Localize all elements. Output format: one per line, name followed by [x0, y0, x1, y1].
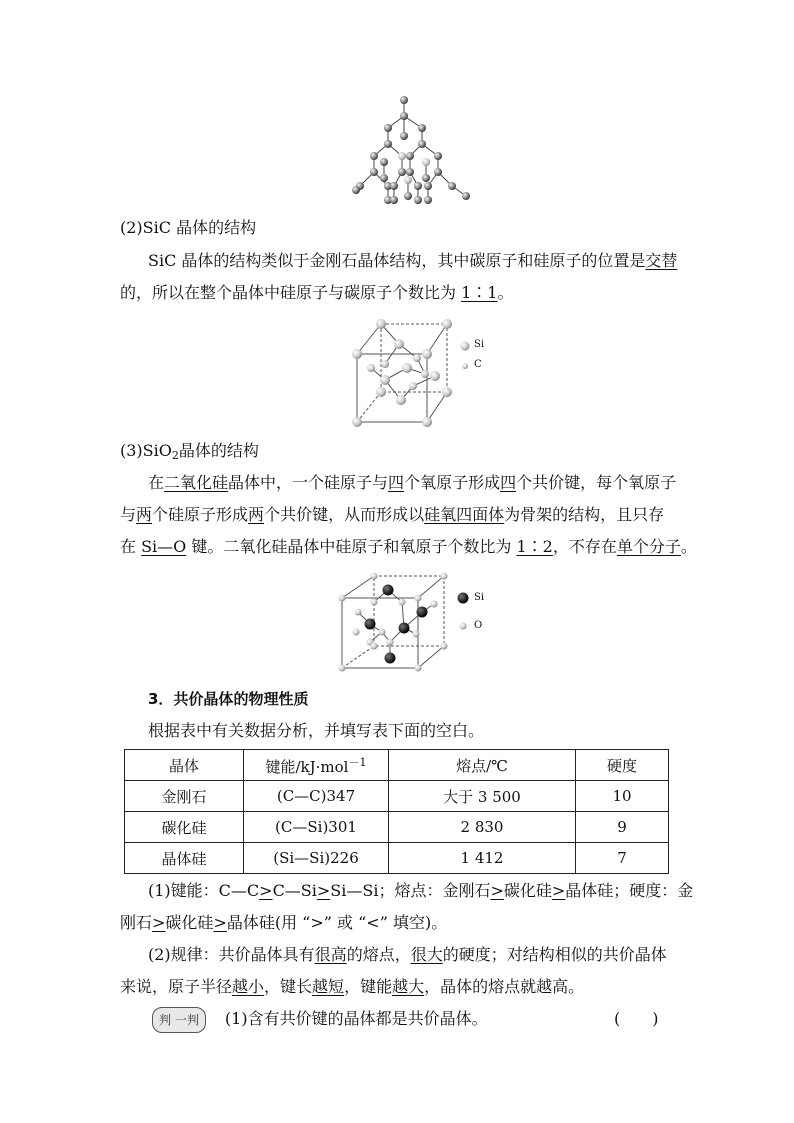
- text: 晶体中，一个硅原子与: [228, 473, 389, 492]
- sic-paragraph-line-1: [148, 249, 708, 273]
- answer: 单个分子: [616, 537, 681, 556]
- answer: 越短: [312, 977, 345, 996]
- answer: 两: [136, 505, 153, 524]
- judge-question: [152, 1007, 672, 1033]
- text: ，键长: [264, 977, 313, 996]
- sic-text: 的，所以在整个晶体中硅原子与碳原子个数比为: [120, 283, 462, 302]
- text: 个硅原子形成: [152, 505, 249, 524]
- bond-energy-line-cont: [120, 911, 680, 935]
- text: 晶体硅(用 “>” 或 “<” 填空)。: [226, 913, 448, 932]
- table-cell: 7: [576, 843, 669, 874]
- table-cell: 大于 3 500: [389, 781, 576, 812]
- sio2-paragraph-line-2: [120, 503, 680, 527]
- table-cell: 晶体硅: [125, 843, 244, 874]
- answer: >: [213, 913, 227, 932]
- text: 碳化硅: [503, 881, 552, 900]
- answer: >: [551, 881, 566, 900]
- sio2-legend-si: Si: [474, 592, 485, 603]
- sic-answer-alternate: 交替: [645, 251, 678, 270]
- table-cell: (C—Si)301: [244, 812, 389, 843]
- sio2-heading: [120, 439, 680, 468]
- text: 。: [680, 537, 697, 556]
- answer: 两: [248, 505, 265, 524]
- answer: 四: [500, 473, 517, 492]
- sio2-paragraph-line-3: [120, 535, 697, 559]
- table-row: [125, 781, 669, 812]
- sic-unit-cell-figure: [345, 316, 495, 428]
- text: (2)规律：共价晶体具有: [148, 945, 315, 964]
- text: 晶体硅；硬度：金: [565, 881, 694, 900]
- table-cell: 碳化硅: [125, 812, 244, 843]
- text: 个氧原子形成: [404, 473, 501, 492]
- answer: 1∶2: [516, 537, 553, 556]
- text: 在: [120, 537, 142, 556]
- sic-legend-si: Si: [474, 339, 485, 350]
- answer: Si—O: [141, 537, 187, 556]
- text: ，晶体的熔点就越高。: [424, 977, 585, 996]
- table-cell: 金刚石: [125, 781, 244, 812]
- judge-answer-blank[interactable]: ( ): [614, 1009, 659, 1028]
- table-cell: 2 830: [389, 812, 576, 843]
- covalent-crystal-table: [124, 749, 669, 874]
- superscript: －1: [348, 755, 367, 769]
- table-header-cell: 晶体: [125, 750, 244, 781]
- table-header-cell: [244, 750, 389, 781]
- section3-intro: 根据表中有关数据分析，并填写表下面的空白。: [148, 721, 485, 740]
- answer: 很大: [410, 945, 443, 964]
- table-header-cell: 熔点/℃: [389, 750, 576, 781]
- table-cell: 10: [576, 781, 669, 812]
- sic-paragraph-line-2: [120, 281, 680, 305]
- sic-heading: (2)SiC 晶体的结构: [120, 218, 257, 237]
- diamond-structure-figure: [348, 92, 488, 207]
- answer: 越小: [232, 977, 265, 996]
- sio2-paragraph-line-1: [148, 471, 708, 495]
- sio2-legend-o: O: [474, 620, 483, 631]
- table-row: [125, 843, 669, 874]
- text: 来说，原子半径: [120, 977, 233, 996]
- text: 为骨架的结构，且只存: [504, 505, 665, 524]
- table-row: [125, 812, 669, 843]
- answer: 硅氧四面体: [424, 505, 505, 524]
- text: 键。二氧化硅晶体中硅原子和氧原子个数比为: [186, 537, 517, 556]
- text: 的硬度；对结构相似的共价晶体: [442, 945, 667, 964]
- table-cell: (C—C)347: [244, 781, 389, 812]
- heading-text: 晶体的结构: [178, 441, 259, 460]
- sic-legend-c: C: [474, 359, 482, 370]
- table-cell: (Si—Si)226: [244, 843, 389, 874]
- answer: >: [152, 913, 166, 932]
- answer: 四: [388, 473, 405, 492]
- judge-badge: 判 一判: [152, 1007, 206, 1033]
- answer: >: [490, 881, 504, 900]
- text: 的熔点，: [346, 945, 411, 964]
- sic-text: 。: [497, 283, 514, 302]
- text: Si—Si；熔点：金刚石: [330, 881, 491, 900]
- section3-heading: 3．共价晶体的物理性质: [148, 690, 309, 708]
- text: 与: [120, 505, 137, 524]
- answer: 很高: [314, 945, 347, 964]
- text: 个共价键，从而形成以: [264, 505, 425, 524]
- rule-line: [148, 943, 708, 967]
- text: ，不存在: [552, 537, 617, 556]
- text: C—Si: [272, 881, 317, 900]
- answer: >: [259, 881, 273, 900]
- answer: >: [316, 881, 331, 900]
- table-cell: 9: [576, 812, 669, 843]
- text: 在: [148, 473, 165, 492]
- judge-question-text: (1)含有共价键的晶体都是共价晶体。: [224, 1009, 488, 1028]
- text: 刚石: [120, 913, 153, 932]
- text: 个共价键，每个氧原子: [516, 473, 677, 492]
- subscript: 2: [171, 449, 179, 462]
- answer: 二氧化硅: [164, 473, 229, 492]
- heading-text: (3)SiO: [120, 441, 172, 460]
- text: 碳化硅: [165, 913, 214, 932]
- sic-text: SiC 晶体的结构类似于金刚石晶体结构，其中碳原子和硅原子的位置是: [148, 251, 646, 270]
- table-header-row: [125, 750, 669, 781]
- table-header-cell: 硬度: [576, 750, 669, 781]
- sic-answer-ratio: 1∶1: [461, 283, 498, 302]
- answer: 越大: [392, 977, 425, 996]
- table-cell: 1 412: [389, 843, 576, 874]
- bond-energy-line: [148, 879, 708, 903]
- header-text: 键能/kJ·mol: [265, 757, 349, 776]
- rule-line-cont: [120, 975, 680, 999]
- text: (1)键能：C—C: [148, 881, 260, 900]
- text: ，键能: [344, 977, 393, 996]
